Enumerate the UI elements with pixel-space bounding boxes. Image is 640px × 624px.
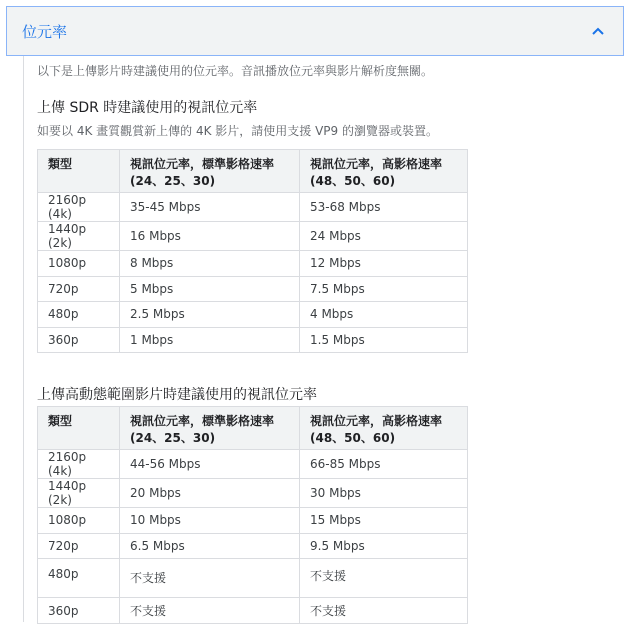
cell-high-bitrate: 15 Mbps — [300, 508, 468, 534]
table-row — [38, 533, 468, 559]
column-header-type — [38, 407, 120, 450]
header-std-line1: 視訊位元率，標準影格速率 — [130, 157, 275, 171]
header-high-line2: (48、50、60) — [310, 174, 396, 188]
cell-standard-bitrate: 不支援 — [120, 598, 300, 624]
accordion-title: 位元率 — [22, 22, 68, 41]
header-std-line2: (24、25、30) — [130, 174, 216, 188]
column-header-standard-fps — [120, 407, 300, 450]
cell-standard-bitrate: 2.5 Mbps — [120, 302, 300, 328]
hdr-bitrate-table — [37, 406, 468, 624]
cell-standard-bitrate: 35-45 Mbps — [120, 193, 300, 222]
cell-type: 1440p (2k) — [38, 222, 120, 251]
header-std-line1: 視訊位元率，標準影格速率 — [130, 414, 275, 428]
chevron-up-icon[interactable] — [591, 24, 605, 38]
table-row — [38, 276, 468, 302]
cell-standard-bitrate: 1 Mbps — [120, 327, 300, 353]
cell-standard-bitrate: 44-56 Mbps — [120, 450, 300, 479]
cell-standard-bitrate: 8 Mbps — [120, 251, 300, 277]
intro-text: 以下是上傳影片時建議使用的位元率。音訊播放位元率與影片解析度無關。 — [37, 64, 434, 78]
sdr-bitrate-table — [37, 149, 468, 353]
cell-type: 480p — [38, 559, 120, 598]
column-header-type — [38, 150, 120, 193]
cell-type: 720p — [38, 276, 120, 302]
cell-standard-bitrate: 20 Mbps — [120, 479, 300, 508]
cell-type: 720p — [38, 533, 120, 559]
cell-high-bitrate: 不支援 — [300, 598, 468, 624]
sdr-section-subtitle: 如要以 4K 畫質觀賞新上傳的 4K 影片，請使用支援 VP9 的瀏覽器或裝置。 — [37, 124, 438, 138]
header-high-line1: 視訊位元率，高影格速率 — [310, 414, 443, 428]
cell-standard-bitrate: 16 Mbps — [120, 222, 300, 251]
cell-high-bitrate: 1.5 Mbps — [300, 327, 468, 353]
cell-standard-bitrate: 10 Mbps — [120, 508, 300, 534]
cell-type: 480p — [38, 302, 120, 328]
cell-standard-bitrate: 5 Mbps — [120, 276, 300, 302]
table-row — [38, 450, 468, 479]
header-high-line1: 視訊位元率，高影格速率 — [310, 157, 443, 171]
cell-type: 1080p — [38, 508, 120, 534]
hdr-section-title: 上傳高動態範圍影片時建議使用的視訊位元率 — [37, 387, 317, 403]
cell-type: 360p — [38, 598, 120, 624]
cell-high-bitrate: 9.5 Mbps — [300, 533, 468, 559]
table-row — [38, 251, 468, 277]
table-row — [38, 508, 468, 534]
cell-type: 2160p (4k) — [38, 450, 120, 479]
sdr-section-title: 上傳 SDR 時建議使用的視訊位元率 — [37, 100, 258, 116]
content-left-rule — [23, 56, 24, 622]
cell-type: 1080p — [38, 251, 120, 277]
cell-high-bitrate: 12 Mbps — [300, 251, 468, 277]
cell-high-bitrate: 24 Mbps — [300, 222, 468, 251]
table-row — [38, 327, 468, 353]
cell-high-bitrate: 30 Mbps — [300, 479, 468, 508]
table-row — [38, 559, 468, 598]
cell-high-bitrate: 66-85 Mbps — [300, 450, 468, 479]
table-row — [38, 193, 468, 222]
table-row — [38, 302, 468, 328]
column-header-standard-fps — [120, 150, 300, 193]
table-row — [38, 479, 468, 508]
cell-type: 360p — [38, 327, 120, 353]
table-header-row — [38, 150, 468, 193]
cell-type: 2160p (4k) — [38, 193, 120, 222]
column-header-high-fps — [300, 407, 468, 450]
header-std-line2: (24、25、30) — [130, 431, 216, 445]
header-type-label: 類型 — [48, 414, 73, 428]
table-row — [38, 222, 468, 251]
accordion-header-bitrate[interactable] — [6, 6, 624, 56]
cell-standard-bitrate: 不支援 — [120, 559, 300, 598]
cell-high-bitrate: 不支援 — [300, 559, 468, 598]
header-type-label: 類型 — [48, 157, 73, 171]
cell-high-bitrate: 4 Mbps — [300, 302, 468, 328]
cell-high-bitrate: 53-68 Mbps — [300, 193, 468, 222]
cell-type: 1440p (2k) — [38, 479, 120, 508]
table-header-row — [38, 407, 468, 450]
cell-standard-bitrate: 6.5 Mbps — [120, 533, 300, 559]
table-row — [38, 598, 468, 624]
column-header-high-fps — [300, 150, 468, 193]
cell-high-bitrate: 7.5 Mbps — [300, 276, 468, 302]
header-high-line2: (48、50、60) — [310, 431, 396, 445]
